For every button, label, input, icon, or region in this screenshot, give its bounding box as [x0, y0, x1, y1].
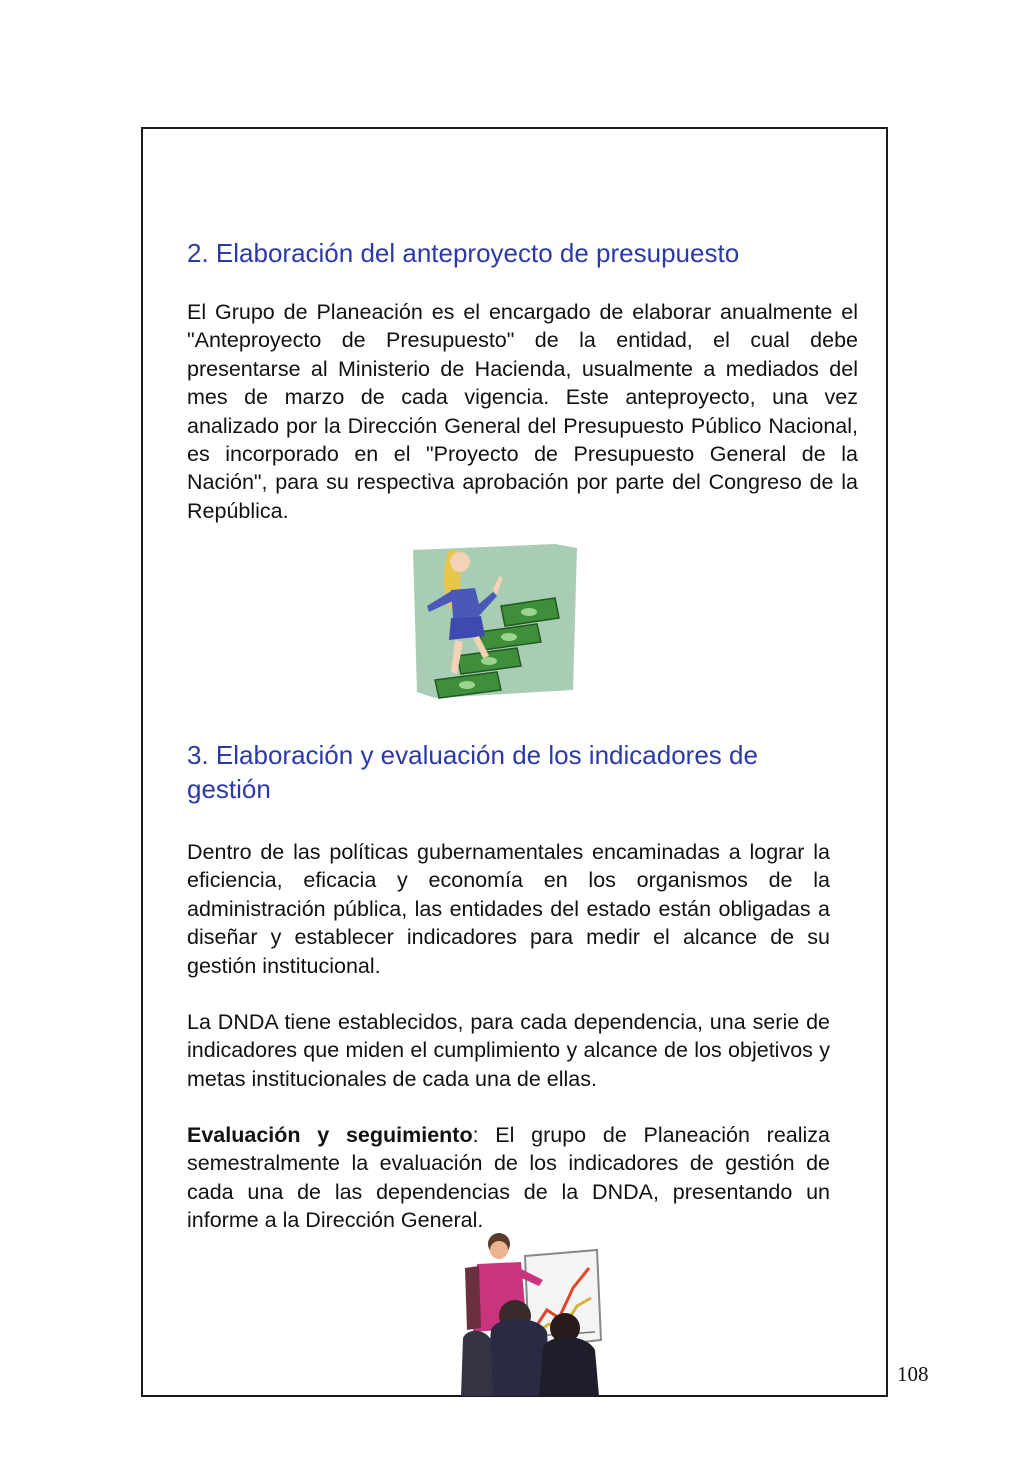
section-2-paragraph: El Grupo de Planeación es el encargado de elaborar anualmente el "Anteproyecto de Presupuesto" de la entidad, el cual debe presentarse al Ministerio de Hacienda, usualmente a mediados del mes de marzo de cada vigencia. Este anteproyecto, una vez analizado por la Dirección General del Presupuesto Público Nacional, es incorporado en el "Proyecto de Presupuesto General de la Nación", para su respectiva aprobación por parte del Congreso de la República. [187, 300, 858, 523]
woman-climbing-money-stairs-icon [405, 540, 585, 702]
presenter-with-chart-icon [455, 1228, 605, 1396]
section-2-heading: 2. Elaboración del anteproyecto de presupuesto [187, 238, 740, 268]
section-3-paragraph-2: La DNDA tiene establecidos, para cada dependencia, una serie de indicadores que miden el cumplimiento y alcance de los objetivos y metas institucionales de cada una de ellas. [187, 1010, 830, 1091]
section-3-paragraph-1: Dentro de las políticas gubernamentales encaminadas a lograr la eficiencia, eficacia y economía en los organismos de la administración pública, las entidades del estado están obligadas a diseñar y establecer indicadores para medir el alcance de su gestión institucional. [187, 840, 830, 978]
section-3-paragraph-3 [187, 1121, 830, 1235]
section-3-heading: 3. Elaboración y evaluación de los indicadores de gestión [187, 740, 758, 804]
evaluation-text: : El grupo de Planeación realiza semestralmente la evaluación de los indicadores de gestión de cada una de las dependencias de la DNDA, presentando un informe a la Dirección General. [187, 1123, 830, 1233]
page-number: 108 [897, 1362, 929, 1386]
evaluation-label: Evaluación y seguimiento [187, 1123, 473, 1147]
